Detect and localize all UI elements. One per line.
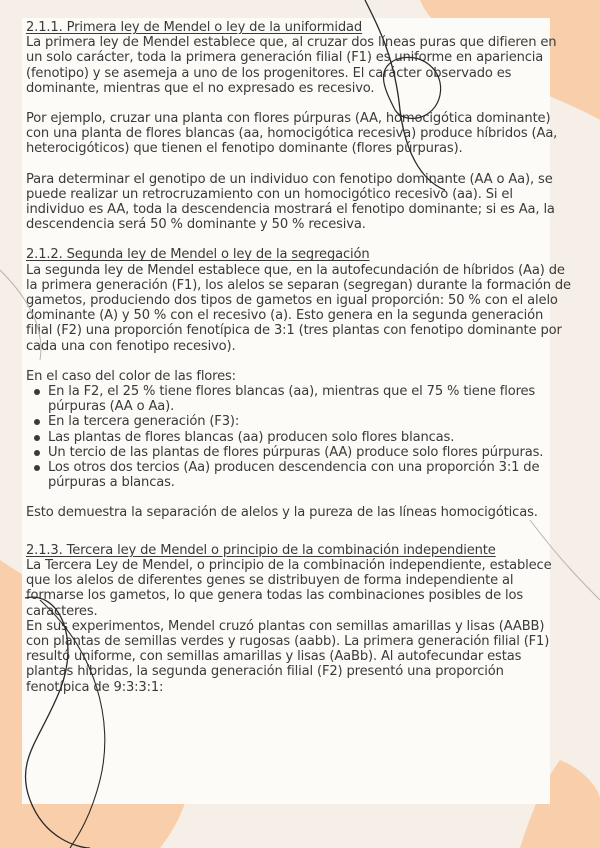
section1-heading: 2.1.1. Primera ley de Mendel o ley de la uniformidad bbox=[26, 20, 363, 35]
list-item: En la tercera generación (F3): bbox=[48, 414, 571, 429]
section3-paragraph-2: En sus experimentos, Mendel cruzó plantas con semillas amarillas y lisas (AABB) con plantas de semillas verdes y rugosas (aabb). La primera generación filial (F1) resultó uniforme, con semillas amarillas y lisas (AaBb). Al autofecundar estas plantas híbridas, la segunda generación filial (F2) presentó una proporción fenotípica de 9:3:3:1: bbox=[26, 618, 550, 695]
section2-paragraph-2: En el caso del color de las flores: bbox=[26, 368, 236, 384]
section1-paragraph-2: Por ejemplo, cruzar una planta con flores púrpuras (AA, homocigótica dominante) con una planta de flores blancas (aa, homocigótica recesiva) produce híbridos (Aa, heterocigóticos) que tienen el fenotipo dominante (flores púrpuras). bbox=[26, 111, 558, 157]
document-body bbox=[26, 20, 571, 695]
flower-color-list bbox=[26, 384, 571, 490]
list-item: Las plantas de flores blancas (aa) producen solo flores blancas. bbox=[48, 430, 571, 445]
section3-paragraph-1: La Tercera Ley de Mendel, o principio de la combinación independiente, establece que los alelos de diferentes genes se distribuyen de forma independiente al formarse los gametos, lo que genera todas las combinaciones posibles de los caracteres. bbox=[26, 557, 552, 619]
section1-paragraph-1: La primera ley de Mendel establece que, al cruzar dos líneas puras que difieren en un solo carácter, toda la primera generación filial (F1) es uniforme en apariencia (fenotipo) y se asemeja a uno de los progenitores. El carácter observado es dominante, mientras que el no expresado es recesivo. bbox=[26, 35, 557, 96]
section2-heading: 2.1.2. Segunda ley de Mendel o ley de la segregación bbox=[26, 247, 370, 263]
list-item: Los otros dos tercios (Aa) producen descendencia con una proporción 3:1 de púrpuras a blancas. bbox=[48, 460, 571, 490]
section2-paragraph-1: La segunda ley de Mendel establece que, en la autofecundación de híbridos (Aa) de la primera generación (F1), los alelos se separan (segregan) durante la formación de gametos, produciendo dos tipos de gametos en igual proporción: 50 % con el alelo dominante (A) y 50 % con el recesivo (a). Esto genera en la segunda generación filial (F2) una proporción fenotípica de 3:1 (tres plantas con fenotipo dominante por cada una con fenotipo recesivo). bbox=[26, 262, 571, 354]
section1-paragraph-3: Para determinar el genotipo de un individuo con fenotipo dominante (AA o Aa), se puede realizar un retrocruzamiento con un homocigótico recesivo (aa). Si el individuo es AA, toda la descendencia mostrará el fenotipo dominante; si es Aa, la descendencia será 50 % dominante y 50 % recesiva. bbox=[26, 171, 555, 233]
list-item: En la F2, el 25 % tiene flores blancas (aa), mientras que el 75 % tiene flores púrpuras (AA o Aa). bbox=[48, 384, 571, 414]
list-item: Un tercio de las plantas de flores púrpuras (AA) produce solo flores púrpuras. bbox=[48, 445, 571, 460]
section3-heading: 2.1.3. Tercera ley de Mendel o principio de la combinación independiente bbox=[26, 542, 496, 558]
section2-closing: Esto demuestra la separación de alelos y la pureza de las líneas homocigóticas. bbox=[26, 505, 538, 521]
